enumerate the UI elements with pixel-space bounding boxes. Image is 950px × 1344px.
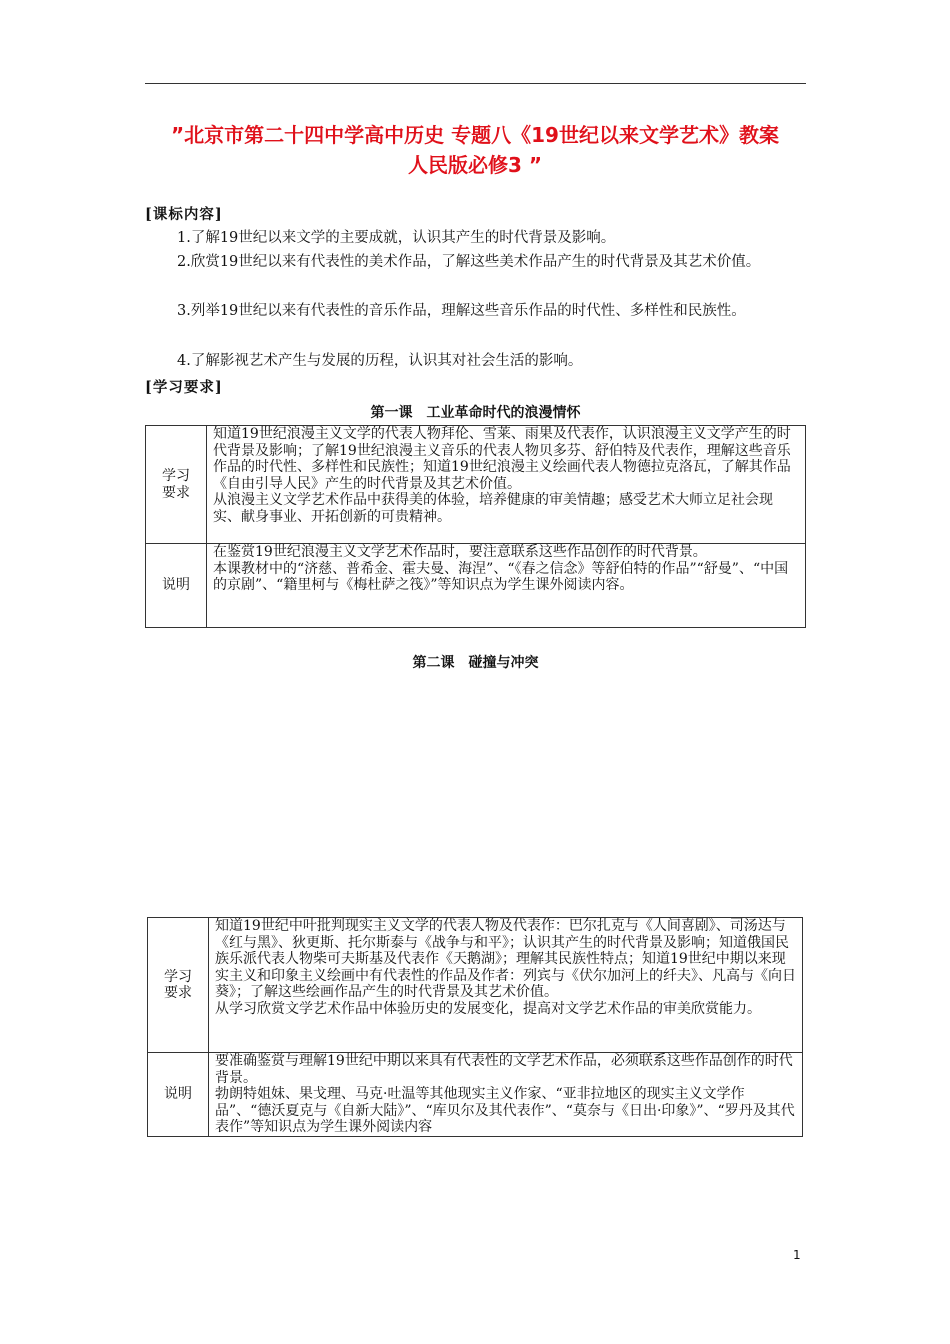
requirements-paragraph: 从学习欣赏文学艺术作品中体验历史的发展变化，提高对文学艺术作品的审美欣赏能力。 [215, 1000, 761, 1017]
note-cell [209, 1053, 803, 1137]
table-row [148, 1053, 803, 1137]
note-paragraph: 要准确鉴赏与理解19世纪中期以来具有代表性的文学艺术作品，必须联系这些作品创作的时代背景。 [215, 1053, 793, 1086]
note-paragraph: 勃朗特姐妹、果戈理、马克·吐温等其他现实主义作家、“亚非拉地区的现实主义文学作品”、“德沃夏克与《自新大陆》”、“库贝尔及其代表作”、“莫奈与《日出·印象》”、“罗丹及其代表作”等知识点为学生课外阅读内容 [215, 1086, 795, 1135]
note-paragraph: 在鉴赏19世纪浪漫主义文学艺术作品时，要注意联系这些作品创作的时代背景。 [213, 544, 707, 560]
study-requirements-heading: [学习要求] [145, 379, 223, 396]
lesson-2-table [147, 917, 803, 1137]
curriculum-item-4: 4.了解影视艺术产生与发展的历程，认识其对社会生活的影响。 [177, 353, 583, 369]
lesson-2-title: 第二课 碰撞与冲突 [412, 655, 539, 671]
header-rule [145, 83, 806, 84]
title-line-1: ”北京市第二十四中学高中历史 专题八《19世纪以来文学艺术》教案 [171, 123, 779, 147]
requirements-paragraph: 知道19世纪浪漫主义文学的代表人物拜伦、雪莱、雨果及代表作，认识浪漫主义文学产生的时代背景及影响；了解19世纪浪漫主义音乐的代表人物贝多芬、舒伯特及代表作，理解这些音乐作品的时代性、多样性和民族性；知道19世纪浪漫主义绘画代表人物德拉克洛瓦，了解其作品《自由引导人民》产生的时代背景及其艺术价值。 [213, 426, 791, 492]
curriculum-heading: [课标内容] [145, 206, 223, 223]
table-row [146, 426, 806, 544]
requirements-paragraph: 知道19世纪中叶批判现实主义文学的代表人物及代表作：巴尔扎克与《人间喜剧》、司汤达与《红与黑》、狄更斯、托尔斯泰与《战争与和平》；认识其产生的时代背景及影响；知道俄国民族乐派代表人物柴可夫斯基及代表作《天鹅湖》；理解其民族性特点；知道19世纪中期以来现实主义和印象主义绘画中有代表性的作品及作者：列宾与《伏尔加河上的纤夫》、凡高与《向日葵》；了解这些绘画作品产生的时代背景及其艺术价值。 [215, 918, 796, 1000]
requirements-label [148, 918, 209, 1053]
lesson-1-title: 第一课 工业革命时代的浪漫情怀 [370, 405, 581, 421]
requirements-cell [207, 426, 806, 544]
lesson-1-table [145, 425, 806, 628]
label-text: 学习要求 [164, 968, 192, 1001]
note-label: 说明 [146, 544, 207, 628]
requirements-paragraph: 从浪漫主义文学艺术作品中获得美的体验，培养健康的审美情趣；感受艺术大师立足社会现实、献身事业、开拓创新的可贵精神。 [213, 492, 773, 525]
title-line-2: 人民版必修3 ” [407, 153, 543, 177]
table-row [146, 544, 806, 628]
table-row [148, 918, 803, 1053]
note-label: 说明 [148, 1053, 209, 1137]
curriculum-item-1: 1.了解19世纪以来文学的主要成就，认识其产生的时代背景及影响。 [177, 230, 616, 246]
note-cell [207, 544, 806, 628]
note-paragraph: 本课教材中的“济慈、普希金、霍夫曼、海涅”、“《春之信念》等舒伯特的作品”“舒曼”、“中国的京剧”、“籍里柯与《梅杜萨之筏》”等知识点为学生课外阅读内容。 [213, 560, 789, 593]
requirements-cell [209, 918, 803, 1053]
page-number: 1 [793, 1248, 801, 1262]
label-text: 学习要求 [162, 468, 190, 501]
requirements-label [146, 426, 207, 544]
curriculum-item-2: 2.欣赏19世纪以来有代表性的美术作品，了解这些美术作品产生的时代背景及其艺术价值。 [177, 254, 761, 270]
curriculum-item-3: 3.列举19世纪以来有代表性的音乐作品，理解这些音乐作品的时代性、多样性和民族性。 [177, 303, 746, 319]
document-title [130, 120, 820, 180]
